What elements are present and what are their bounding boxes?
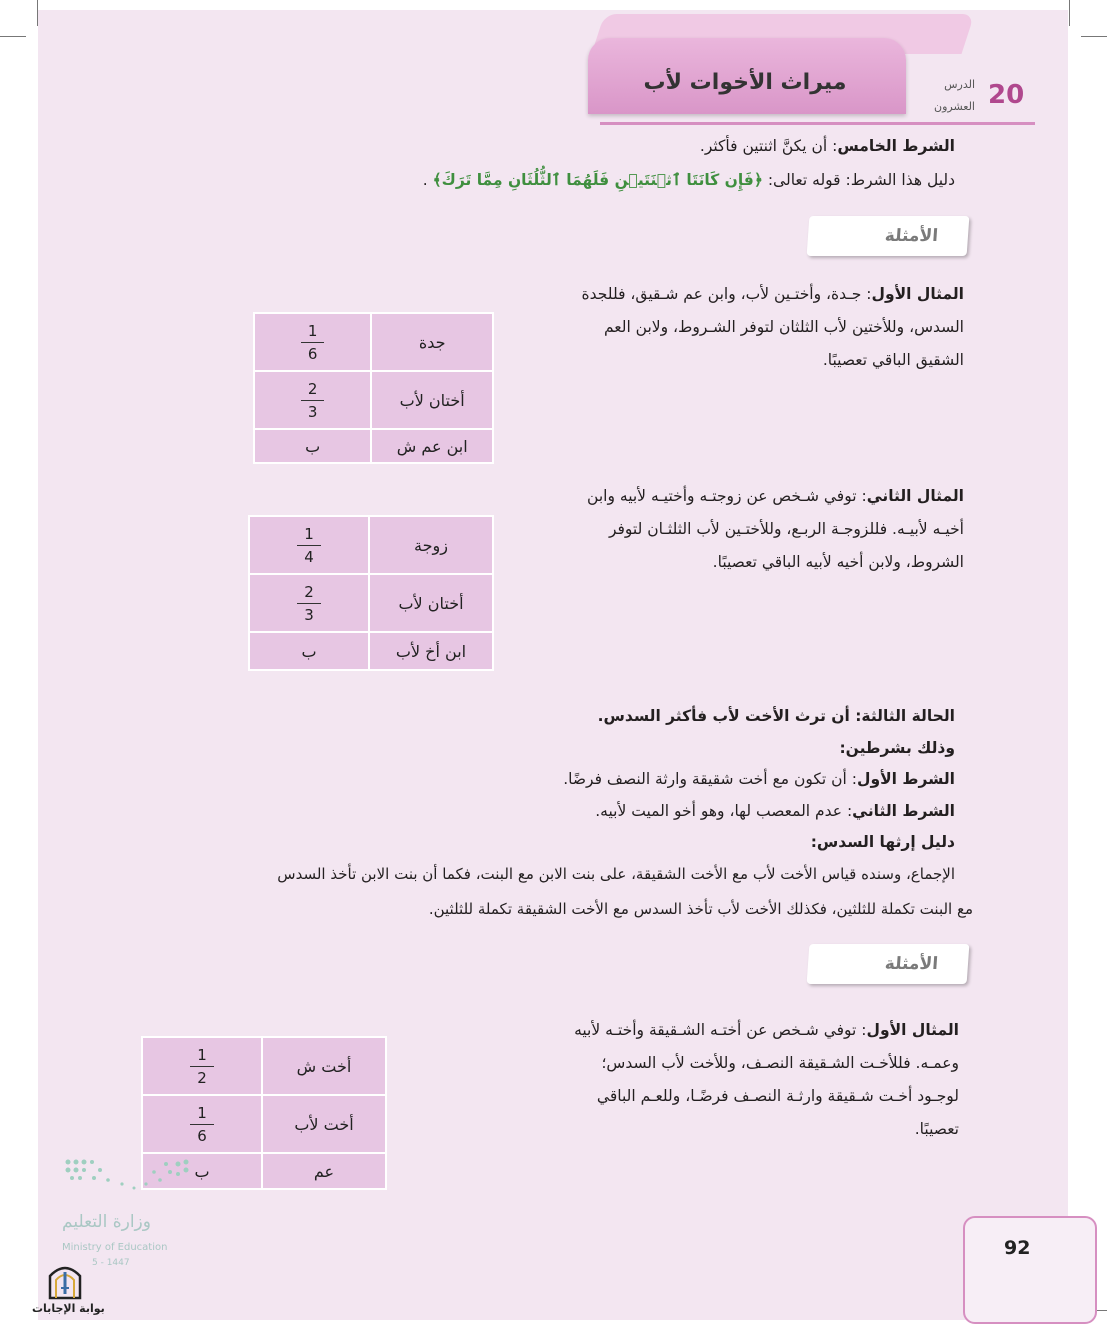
share-cell: ب (254, 429, 371, 463)
fraction-denominator: 3 (304, 605, 314, 624)
table-row (249, 516, 493, 574)
example-2-line1: : توفي شـخص عن زوجتـه وأختيـه لأبيه وابن (587, 487, 867, 505)
example-1-table (253, 312, 494, 464)
case-3-cond2-label: الشرط الثاني (852, 801, 955, 820)
case-3-cond1-text: : أن تكون مع أخت شقيقة وارثة النصف فرضًا. (563, 770, 858, 788)
fraction-numerator: 1 (297, 523, 321, 546)
fraction-numerator: 1 (301, 320, 325, 343)
heir-cell: عم (262, 1153, 386, 1189)
page-title: ميراث الأخوات لأب (643, 70, 847, 95)
page-number: 92 (1004, 1237, 1031, 1259)
portal-name: بوابة الإجابات (32, 1302, 105, 1315)
fraction-numerator: 2 (297, 581, 321, 604)
portal-logo-icon (46, 1258, 84, 1300)
example-1-line1: : جـدة، وأختـين لأب، وابن عم شـقيق، فللجدة (581, 285, 872, 303)
condition-5-text: : أن يكنَّ اثنتين فأكثر. (699, 137, 838, 155)
example-3-text (499, 1014, 959, 1146)
table-row (254, 313, 493, 371)
lesson-label-line2: العشرون (934, 100, 975, 113)
fraction-denominator: 6 (197, 1126, 207, 1145)
examples-tab: الأمثلة (807, 944, 970, 984)
fraction-numerator: 2 (301, 378, 325, 401)
lesson-label-line1: الدرس (944, 78, 975, 91)
share-cell: ب (249, 632, 369, 670)
case-3-proof-title: دليل إرثها السدس: (810, 833, 955, 851)
heir-cell: جدة (371, 313, 493, 371)
header-divider (600, 122, 1035, 125)
example-1-label: المثال الأول (871, 285, 964, 303)
ministry-logo-dots (64, 1158, 194, 1198)
heir-cell: أختان لأب (371, 371, 493, 429)
heir-cell: أخت ش (262, 1037, 386, 1095)
crop-mark (1081, 36, 1107, 37)
fraction-denominator: 3 (307, 402, 318, 421)
share-cell (254, 371, 371, 429)
crop-mark (0, 36, 26, 37)
share-cell: ب (142, 1153, 262, 1189)
example-2-line3: الشروط، ولابن أخيه لأبيه الباقي تعصيبًا. (712, 553, 964, 571)
example-2-table (248, 515, 494, 671)
ministry-name-arabic: وزارة التعليم (62, 1212, 151, 1232)
example-1-line3: الشقيق الباقي تعصيبًا. (822, 351, 964, 369)
fraction-numerator: 1 (190, 1102, 214, 1125)
fraction-denominator: 6 (307, 344, 318, 363)
share-cell (142, 1095, 262, 1153)
condition-5-label: الشرط الخامس (837, 137, 955, 155)
share-cell (249, 516, 369, 574)
table-row (254, 371, 493, 429)
heir-cell: ابن أخ لأب (369, 632, 493, 670)
fraction-numerator: 1 (190, 1044, 214, 1067)
case-3-cond1-label: الشرط الأول (857, 770, 955, 788)
fraction-denominator: 4 (304, 547, 314, 566)
ministry-year: 5 - 1447 (92, 1258, 130, 1268)
share-cell (142, 1037, 262, 1095)
page-number-box (963, 1216, 1097, 1324)
condition-5 (255, 130, 955, 163)
table-row (142, 1095, 386, 1153)
heir-cell: أختان لأب (369, 574, 493, 632)
case-3-proof-line1: الإجماع، وسنده قياس الأخت لأب مع الأخت الشقيقة، على بنت الابن مع البنت، فكما أن بنت الابن تأخذ السدس (277, 865, 955, 883)
share-cell (249, 574, 369, 632)
proof-label: دليل هذا الشرط: قوله تعالى: (762, 171, 955, 189)
example-3-line2: وعمـه. فللأخـت الشـقيقة النصـف، وللأخت لأب السدس؛ (601, 1054, 959, 1072)
example-1-text (504, 278, 964, 377)
example-2-text (504, 480, 964, 579)
case-3-conditions-intro: وذلك بشرطين: (839, 738, 955, 757)
proof-end: . (422, 171, 433, 189)
table-row (249, 632, 493, 670)
share-cell (254, 313, 371, 371)
lesson-label (920, 74, 975, 96)
condition-5-proof (195, 164, 955, 197)
fraction-denominator: 2 (197, 1068, 207, 1087)
example-3-line1: : توفي شـخص عن أختـه الشـقيقة وأختـه لأبيه (574, 1021, 867, 1039)
example-3-line4: تعصيبًا. (914, 1120, 959, 1138)
ministry-name-english: Ministry of Education (62, 1242, 168, 1253)
case-3-proof-line2: مع البنت تكملة للثلثين، فكذلك الأخت لأب تأخذ السدس مع الأخت الشقيقة تكملة للثلثين. (428, 900, 973, 918)
table-row (249, 574, 493, 632)
heir-cell: أخت لأب (262, 1095, 386, 1153)
heir-cell: زوجة (369, 516, 493, 574)
example-1-line2: السدس، وللأختين لأب الثلثان لتوفر الشـروط، ولابن العم (603, 318, 964, 336)
table-row (142, 1037, 386, 1095)
crop-mark (1069, 0, 1070, 26)
case-3-title: الحالة الثالثة: أن ترث الأخت لأب فأكثر السدس. (597, 707, 955, 725)
example-2-line2: أخيـه لأبيـه. فللزوجـة الربـع، وللأختـين لأب الثلثـان لتوفر (608, 520, 964, 538)
table-row (254, 429, 493, 463)
lesson-number: 20 (988, 80, 1025, 110)
example-3-label: المثال الأول (866, 1021, 959, 1039)
quran-verse: ﴿فَإِن كَانَتَا ٱثۡنَتَيۡنِ فَلَهُمَا ٱلثُّلُثَانِ مِمَّا تَرَكَ﴾ (432, 171, 763, 189)
examples-tab: الأمثلة (807, 216, 970, 256)
case-3-block (255, 701, 955, 859)
example-3-line3: لوجـود أخـت شـقيقة وارثـة النصـف فرضًـا، وللعـم الباقي (596, 1087, 959, 1105)
heir-cell: ابن عم ش (371, 429, 493, 463)
lesson-label (920, 96, 975, 118)
case-3-cond2-text: : عدم المعصب لها، وهو أخو الميت لأبيه. (595, 801, 853, 820)
example-2-label: المثال الثاني (866, 487, 964, 505)
